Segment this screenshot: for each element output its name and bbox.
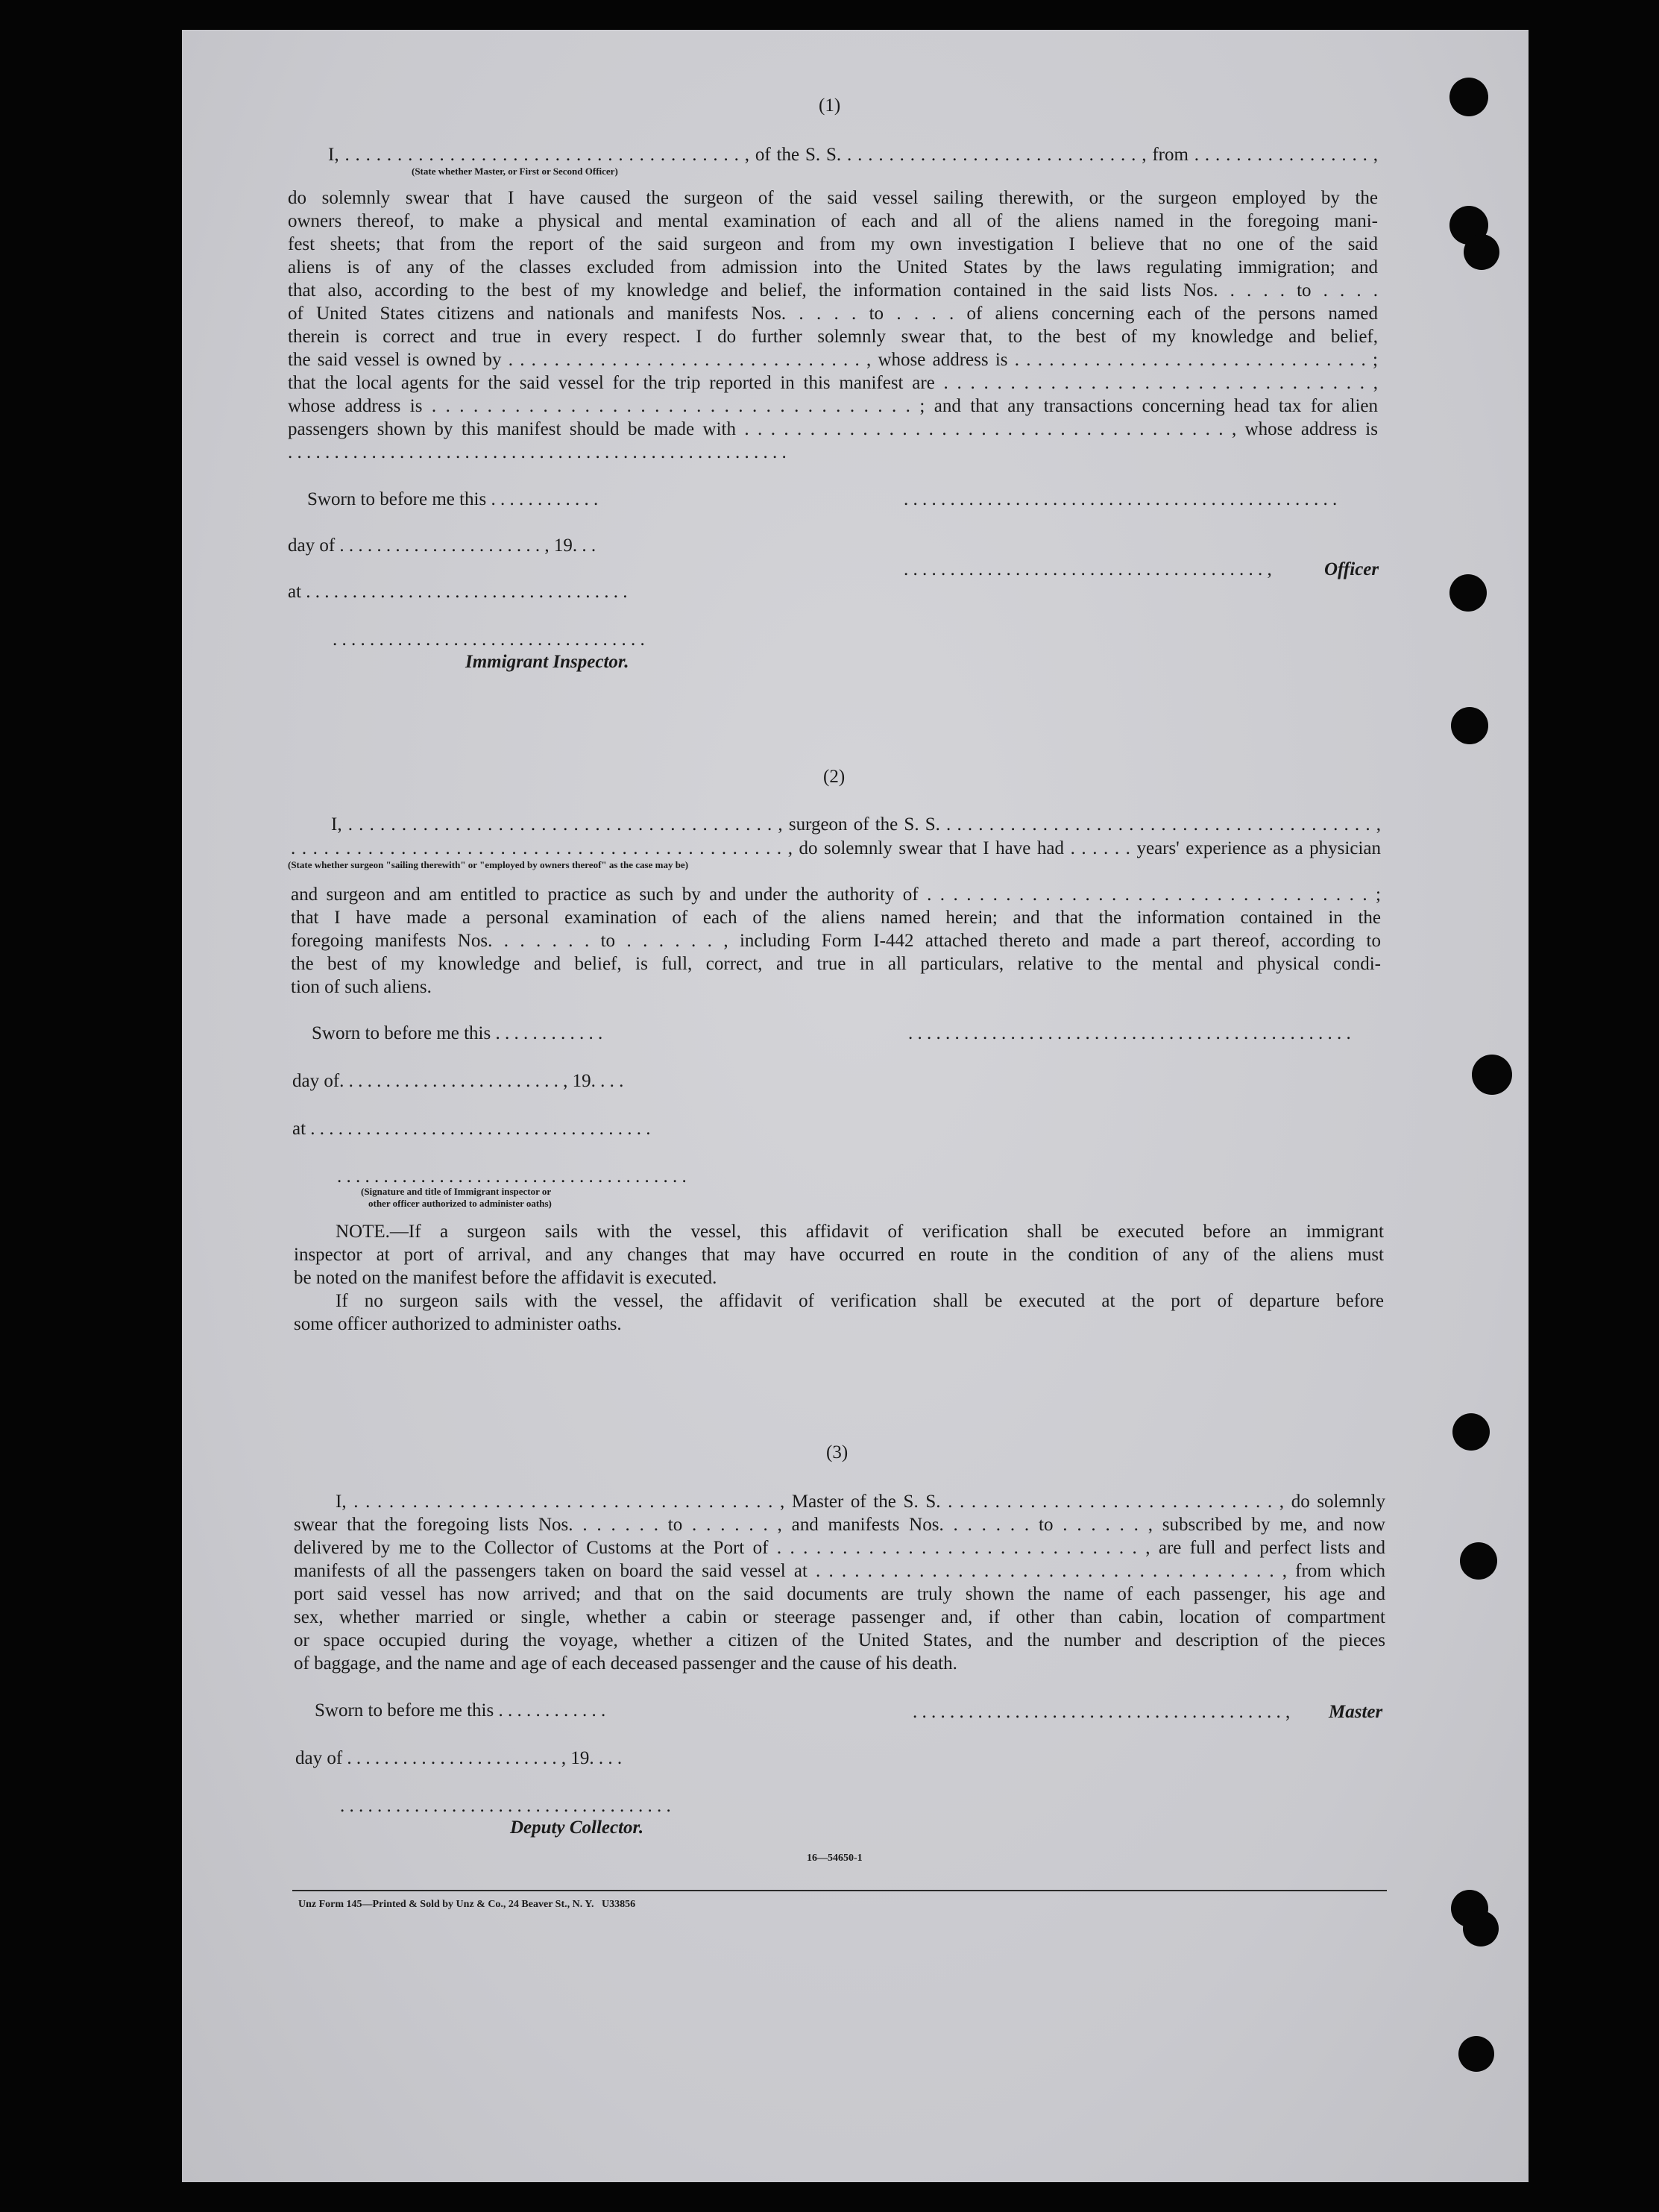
punch-hole [1451,707,1488,744]
immigrant-inspector-label: Immigrant Inspector. [465,652,629,672]
inspector-note-line-2: other officer authorized to administer oaths) [368,1198,552,1209]
signature-line-2: . . . . . . . . . . . . . . . . . . . . . . . . . . . . . . . . . . . . . . . . . . . . . . . . [908,1023,1351,1043]
master-signature-line: . . . . . . . . . . . . . . . . . . . . . . . . . . . . . . . . . . . . . . . . , [913,1702,1291,1722]
section-3-body-line: sex, whether married or single, whether a cabin or steerage passenger and, if other than cabin, location of compartment [294,1607,1385,1627]
sworn-before-me-2: Sworn to before me this . . . . . . . . . . . . [312,1023,603,1043]
inspector-note-line-1: (Signature and title of Immigrant inspector or [361,1186,552,1197]
section-2-body-line: foregoing manifests Nos. . . . . . . to . . . . . . , including Form I-442 attached thereto and made a part thereof, according to [291,931,1381,951]
punch-hole [1464,234,1499,270]
section-1-body-line: whose address is . . . . . . . . . . . . . . . . . . . . . . . . . . . . . . . . . . . ; and that any transactions concerning head tax for alien [288,396,1378,416]
section-1-body-line: aliens is of any of the classes excluded from admission into the United States by the laws regulating immigration; and [288,257,1378,277]
footer-rule [292,1890,1387,1891]
at-place-1: at . . . . . . . . . . . . . . . . . . . . . . . . . . . . . . . . . . . [288,582,628,602]
section-1-body-line: therein is correct and true in every respect. I do further solemnly swear that, to the best of my knowledge and belief, [288,327,1378,347]
section-1-body-line: of United States citizens and nationals and manifests Nos. . . . . to . . . . of aliens concerning each of the persons named [288,304,1378,324]
section-1-body-line: do solemnly swear that I have caused the surgeon of the said vessel sailing therewith, or the surgeon employed by the [288,188,1378,208]
section-3-body-line: delivered by me to the Collector of Customs at the Port of . . . . . . . . . . . . . . . . . . . . . . . . . . . . , are full and perfect lists and [294,1538,1385,1558]
section-1-number: (1) [819,95,841,116]
section-3-body-last-line: of baggage, and the name and age of each deceased passenger and the cause of his death. [294,1653,957,1674]
section-1-officer-note: (State whether Master, or First or Second Officer) [412,166,618,177]
officer-label: Officer [1324,559,1379,579]
form-code: 16—54650-1 [807,1853,863,1864]
punch-hole [1460,1542,1497,1580]
section-1-body-line: fest sheets; that from the report of the said surgeon and from my own investigation I believe that no one of the said [288,234,1378,254]
section-3-body-line: I, . . . . . . . . . . . . . . . . . . . . . . . . . . . . . . . . . . . . , Master of the S. S. . . . . . . . . . . . . . . . . . . . . . . . . . . . . , do solemnly [336,1492,1385,1512]
section-2-surgeon-note: (State whether surgeon "sailing therewith" or "employed by owners thereof" as the case may be) [288,859,689,870]
note-body-last-line: be noted on the manifest before the affidavit is executed. [294,1268,717,1288]
note-body-line: NOTE.—If a surgeon sails with the vessel, this affidavit of verification shall be executed before an immigrant [336,1222,1384,1242]
section-1-body-line: passengers shown by this manifest should be made with . . . . . . . . . . . . . . . . . . . . . . . . . . . . . . . . . . . . . , whose address is [288,419,1378,439]
section-2-second-line: . . . . . . . . . . . . . . . . . . . . . . . . . . . . . . . . . . . . . . . . . . . . . , do solemnly swear that I have had . . . . . . years' experience as a physician [291,838,1381,858]
section-1-body-line: that the local agents for the said vessel for the trip reported in this manifest are . . . . . . . . . . . . . . . . . . . . . . . . . . . . . . . . , [288,373,1378,393]
day-of-3: day of . . . . . . . . . . . . . . . . . . . . . . . , 19. . . . [295,1748,623,1768]
section-2-opening-line: I, . . . . . . . . . . . . . . . . . . . . . . . . . . . . . . . . . . . . . . . . , surgeon of the S. S. . . . . . . . . . . . . . . . . . . . . . . . . . . . . . . . . . . . . . . . . , [331,814,1381,835]
punch-hole [1463,1911,1499,1947]
printer-footer: Unz Form 145—Printed & Sold by Unz & Co., 24 Beaver St., N. Y. U33856 [298,1899,636,1910]
section-3-body-line: swear that the foregoing lists Nos. . . . . . . to . . . . . . , and manifests Nos. . . . . . . to . . . . . . , subscribed by me, and now [294,1515,1385,1535]
section-2-body-line: the best of my knowledge and belief, is full, correct, and true in all particulars, relative to the mental and physical condi- [291,954,1381,974]
section-3-body-line: manifests of all the passengers taken on board the said vessel at . . . . . . . . . . . . . . . . . . . . . . . . . . . . . . . . . . . . , from which [294,1561,1385,1581]
deputy-collector-label: Deputy Collector. [510,1817,644,1838]
master-label: Master [1329,1702,1383,1722]
signature-line-1: . . . . . . . . . . . . . . . . . . . . . . . . . . . . . . . . . . . . . . . . . . . . . . . [904,489,1338,509]
sworn-before-me-1: Sworn to before me this . . . . . . . . . . . . [307,489,599,509]
punch-hole [1452,1413,1490,1451]
inspector-line-1: . . . . . . . . . . . . . . . . . . . . . . . . . . . . . . . . . . [333,629,645,650]
section-1-opening-line: I, . . . . . . . . . . . . . . . . . . . . . . . . . . . . . . . . . . . . . . , of the S. S. . . . . . . . . . . . . . . . . . . . . . . . . . . . . , from . . . . . . . . . . . . . . . . . , [328,145,1378,165]
section-2-body-line: and surgeon and am entitled to practice as such by and under the authority of . . . . . . . . . . . . . . . . . . . . . . . . . . . . . . . . . . ; [291,885,1381,905]
section-3-body-line: or space occupied during the voyage, whether a citizen of the United States, and the number and description of the pieces [294,1630,1385,1650]
section-2-body-line: that I have made a personal examination of each of the aliens named herein; and that the information contained in the [291,908,1381,928]
day-of-1: day of . . . . . . . . . . . . . . . . . . . . . . , 19. . . [288,535,596,556]
section-1-body-line: that also, according to the best of my knowledge and belief, the information contained in the said lists Nos. . . . . to . . . . [288,280,1378,301]
inspector-line-2: . . . . . . . . . . . . . . . . . . . . . . . . . . . . . . . . . . . . . . [337,1166,687,1187]
collector-line: . . . . . . . . . . . . . . . . . . . . . . . . . . . . . . . . . . . . [340,1796,671,1816]
day-of-2: day of. . . . . . . . . . . . . . . . . . . . . . . . , 19. . . . [292,1071,624,1091]
at-place-2: at . . . . . . . . . . . . . . . . . . . . . . . . . . . . . . . . . . . . . [292,1119,651,1139]
sworn-before-me-3: Sworn to before me this . . . . . . . . . . . . [315,1700,606,1721]
section-1-body-line: owners thereof, to make a physical and mental examination of each and all of the aliens named in the foregoing mani- [288,211,1378,231]
no-surgeon-note-last-line: some officer authorized to administer oaths. [294,1314,622,1334]
punch-hole [1458,2036,1494,2072]
section-3-body-line: port said vessel has now arrived; and that on the said documents are truly shown the name of each passenger, his age and [294,1584,1385,1604]
note-body-line: inspector at port of arrival, and any changes that may have occurred en route in the condition of any of the aliens must [294,1245,1384,1265]
punch-hole [1449,574,1487,612]
officer-line: . . . . . . . . . . . . . . . . . . . . . . . . . . . . . . . . . . . . . . . , [904,559,1272,579]
no-surgeon-note-line: If no surgeon sails with the vessel, the affidavit of verification shall be executed at the port of departure before [336,1291,1384,1311]
section-3-number: (3) [826,1442,849,1462]
section-2-number: (2) [823,767,846,787]
punch-hole [1472,1055,1512,1095]
section-2-body-last-line: tion of such aliens. [291,977,432,997]
section-1-body-last-line: . . . . . . . . . . . . . . . . . . . . . . . . . . . . . . . . . . . . . . . . . . . . . . . . . . . . . . [288,442,787,462]
section-1-body-line: the said vessel is owned by . . . . . . . . . . . . . . . . . . . . . . . . . . . . . . . , whose address is . . . . . . . . . . . . . . . . . . . . . . . . . . . . . . . ; [288,350,1378,370]
punch-hole [1449,78,1488,116]
